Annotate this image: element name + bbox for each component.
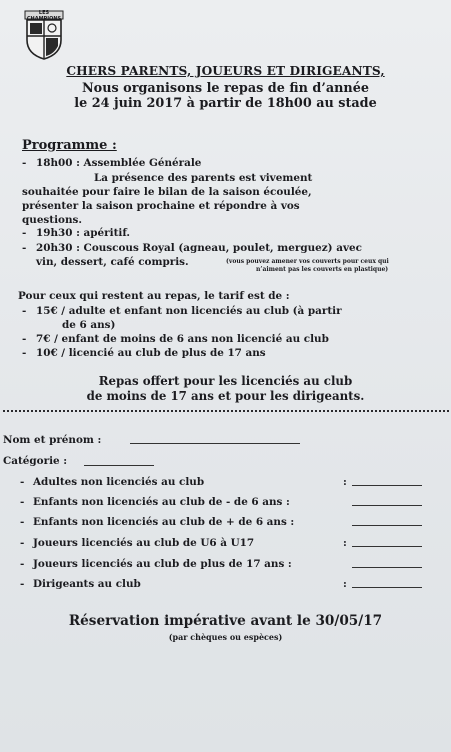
- bullet-dash: -: [22, 157, 27, 169]
- form-row-line[interactable]: [352, 505, 422, 506]
- header-date: le 24 juin 2017 à partir de 18h00 au stade: [74, 96, 377, 111]
- tarif-adulte: 15€ / adulte et enfant non licenciés au club (à partir: [36, 305, 342, 317]
- reservation-payment: (par chèques ou espèces): [168, 632, 283, 642]
- programme-item-assemblee-text: La présence des parents est vivement: [94, 172, 313, 184]
- programme-item-assemblee-text: questions.: [22, 214, 82, 226]
- form-row-colon: :: [343, 578, 347, 590]
- form-row-label: Enfants non licenciés au club de - de 6 ans :: [33, 496, 290, 508]
- form-row-line[interactable]: [352, 546, 422, 547]
- name-field-label: Nom et prénom :: [3, 434, 102, 446]
- bullet-dash: -: [22, 305, 27, 317]
- form-row-line[interactable]: [352, 587, 422, 588]
- form-row-colon: :: [343, 537, 347, 549]
- bullet-dash: -: [22, 347, 27, 359]
- bullet-dash: -: [20, 516, 25, 528]
- tarif-intro: Pour ceux qui restent au repas, le tarif est de :: [18, 290, 290, 302]
- notice-line: Repas offert pour les licenciés au club: [98, 374, 353, 388]
- bullet-dash: -: [20, 496, 25, 508]
- bullet-dash: -: [22, 242, 27, 254]
- bullet-dash: -: [20, 578, 25, 590]
- bullet-dash: -: [20, 558, 25, 570]
- reservation-deadline: Réservation impérative avant le 30/05/17: [68, 613, 383, 629]
- programme-item-couscous: vin, dessert, café compris.: [36, 256, 189, 268]
- programme-title: Programme :: [22, 138, 117, 153]
- form-row-label: Adultes non licenciés au club: [33, 476, 205, 488]
- form-row-colon: :: [343, 476, 347, 488]
- form-row-label: Joueurs licenciés au club de plus de 17 ans :: [33, 558, 292, 570]
- programme-item-assemblee-text: souhaitée pour faire le bilan de la saison écoulée,: [22, 186, 312, 198]
- logo-text: LES CHAMPIONS: [26, 10, 62, 22]
- programme-item-assemblee-text: présenter la saison prochaine et répondre à vos: [22, 200, 300, 212]
- bullet-dash: -: [20, 537, 25, 549]
- programme-item-assemblee: 18h00 : Assemblée Générale: [36, 157, 202, 169]
- category-field-label: Catégorie :: [3, 455, 68, 467]
- programme-item-aperitif: 19h30 : apéritif.: [36, 227, 131, 239]
- cut-line: [3, 410, 449, 412]
- form-row-line[interactable]: [352, 525, 422, 526]
- form-row-label: Joueurs licenciés au club de U6 à U17: [33, 537, 255, 549]
- tarif-adulte: de 6 ans): [62, 319, 116, 331]
- form-row-label: Dirigeants au club: [33, 578, 141, 590]
- bullet-dash: -: [22, 227, 27, 239]
- programme-item-couscous: 20h30 : Couscous Royal (agneau, poulet, merguez) avec: [36, 242, 362, 254]
- notice-line: de moins de 17 ans et pour les dirigeants.: [86, 389, 365, 403]
- form-row-line[interactable]: [352, 485, 422, 486]
- header-subtitle: Nous organisons le repas de fin d’année: [81, 81, 370, 96]
- bullet-dash: -: [20, 476, 25, 488]
- programme-item-couscous-note: (vous pouvez amener vos couverts pour ceux qui: [226, 258, 389, 265]
- name-field-line[interactable]: [130, 443, 300, 444]
- tarif-licencie: 10€ / licencié au club de plus de 17 ans: [36, 347, 266, 359]
- header-title: CHERS PARENTS, JOUEURS ET DIRIGEANTS,: [66, 64, 385, 78]
- category-field-line[interactable]: [84, 465, 154, 466]
- tarif-enfant: 7€ / enfant de moins de 6 ans non licencié au club: [36, 333, 329, 345]
- form-row-label: Enfants non licenciés au club de + de 6 ans :: [33, 516, 295, 528]
- programme-item-couscous-note: n’aiment pas les couverts en plastique): [256, 266, 389, 273]
- form-row-line[interactable]: [352, 567, 422, 568]
- bullet-dash: -: [22, 333, 27, 345]
